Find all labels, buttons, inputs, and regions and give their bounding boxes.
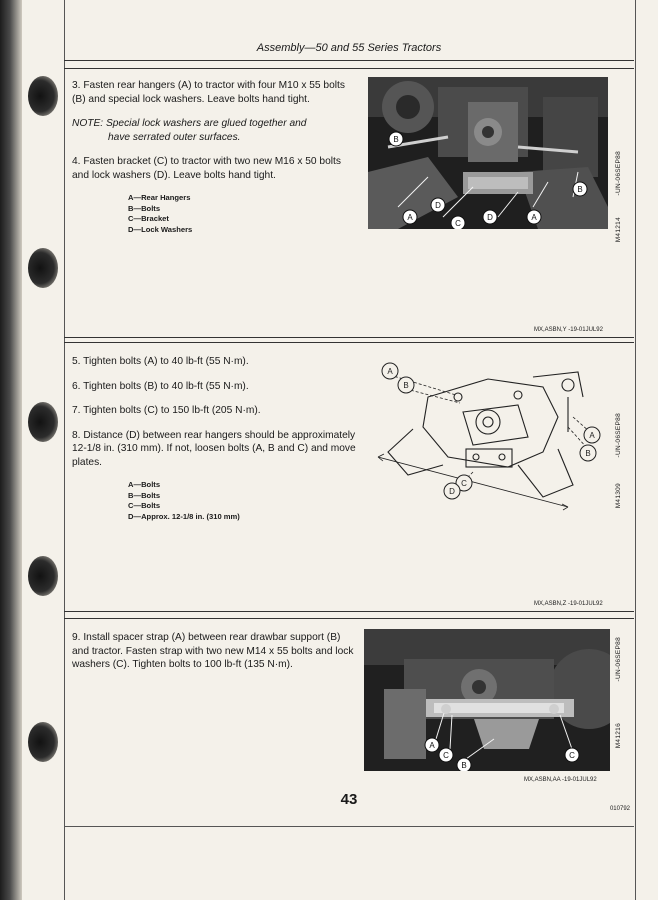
- section-text: [72, 355, 357, 522]
- side-code: -UN-06SEP88: [615, 151, 622, 196]
- callout-label: B: [393, 135, 399, 144]
- callout-label: D: [449, 487, 455, 496]
- figure-code: M41309: [615, 483, 622, 509]
- section-steps-3-4: [64, 68, 634, 338]
- callout-label: C: [569, 751, 575, 760]
- callout-label: B: [577, 185, 583, 194]
- callout-label: C: [443, 751, 449, 760]
- callout-label: C: [461, 479, 467, 488]
- figure-code: M41216: [615, 723, 622, 749]
- legend-item: A—Bolts: [128, 480, 161, 489]
- page-number: 43: [340, 791, 358, 808]
- step-6: 6. Tighten bolts (B) to 40 lb-ft (55 N·m).: [72, 380, 249, 392]
- binder-hole: [28, 402, 58, 442]
- step-4: 4. Fasten bracket (C) to tractor with two new M16 x 50 bolts and lock washers (D). Leave bolts hand tight.: [72, 156, 341, 181]
- callout-label: A: [387, 367, 393, 376]
- legend-item: C—Bracket: [128, 214, 169, 224]
- binder-hole: [28, 76, 58, 116]
- callout-label: C: [455, 219, 461, 228]
- section-steps-5-8: [64, 342, 634, 612]
- photo-rear-hangers-art: [368, 77, 608, 229]
- step-3: 3. Fasten rear hangers (A) to tractor with four M10 x 55 bolts (B) and special lock washers. Leave bolts hand tight.: [72, 80, 345, 105]
- note: [72, 117, 357, 144]
- callout-label: D: [487, 213, 493, 222]
- binder-edge: [0, 0, 22, 900]
- diagram-hanger-bolts-art: [368, 357, 608, 517]
- photo-spacer-strap: [364, 629, 610, 771]
- section-step-9: [64, 618, 634, 789]
- diagram-hanger-bolts: [368, 357, 608, 517]
- section-text: [72, 631, 357, 683]
- photo-spacer-strap-art: [364, 629, 610, 771]
- binder-hole: [28, 248, 58, 288]
- running-header: Assembly—50 and 55 Series Tractors: [256, 42, 442, 54]
- step-5: 5. Tighten bolts (A) to 40 lb-ft (55 N·m).: [72, 356, 249, 367]
- legend: [72, 193, 357, 235]
- step-8: 8. Distance (D) between rear hangers should be approximately 12-1/8 in. (310 mm). If not, loosen bolts (A, B and C) and move plates.: [72, 429, 356, 468]
- note-line-2: have serrated outer surfaces.: [108, 131, 241, 143]
- callout-label: A: [429, 741, 435, 750]
- bottom-rule: [64, 826, 634, 827]
- callout-label: B: [461, 761, 467, 770]
- ref-code: MX,ASBN,Z -19-01JUL92: [534, 601, 603, 607]
- legend: [72, 480, 357, 522]
- step-9: 9. Install spacer strap (A) between rear drawbar support (B) and tractor. Fasten strap with two new M14 x 55 bolts and lock washers (C). Tighten bolts to 100 lb-ft (135 N·m).: [72, 632, 354, 670]
- ref-code: MX,ASBN,Y -19-01JUL92: [534, 327, 603, 333]
- callout-label: A: [589, 431, 595, 440]
- section-text: [72, 79, 357, 235]
- legend-item: B—Bolts: [128, 203, 161, 213]
- figure-code: M41214: [615, 217, 622, 243]
- callout-label: A: [407, 213, 413, 222]
- side-code: -UN-06SEP88: [615, 413, 622, 458]
- binder-hole: [28, 556, 58, 596]
- header-rule: [64, 60, 634, 61]
- binder-hole: [28, 722, 58, 762]
- print-code: 010792: [609, 806, 630, 812]
- photo-rear-hangers: [368, 77, 608, 229]
- legend-item: C—Bolts: [128, 501, 161, 511]
- callout-label: B: [585, 449, 591, 458]
- legend-item: D—Approx. 12-1/8 in. (310 mm): [128, 511, 240, 521]
- callout-label: A: [531, 213, 537, 222]
- ref-code: MX,ASBN,AA -19-01JUL92: [524, 777, 597, 783]
- legend-item: A—Rear Hangers: [128, 193, 191, 202]
- legend-item: D—Lock Washers: [128, 224, 193, 234]
- note-line-1: NOTE: Special lock washers are glued together and: [72, 118, 307, 129]
- legend-item: B—Bolts: [128, 490, 161, 500]
- callout-label: D: [435, 201, 441, 210]
- step-7: 7. Tighten bolts (C) to 150 lb-ft (205 N·m).: [72, 405, 261, 416]
- side-code: -UN-06SEP88: [615, 637, 622, 682]
- callout-label: B: [403, 381, 409, 390]
